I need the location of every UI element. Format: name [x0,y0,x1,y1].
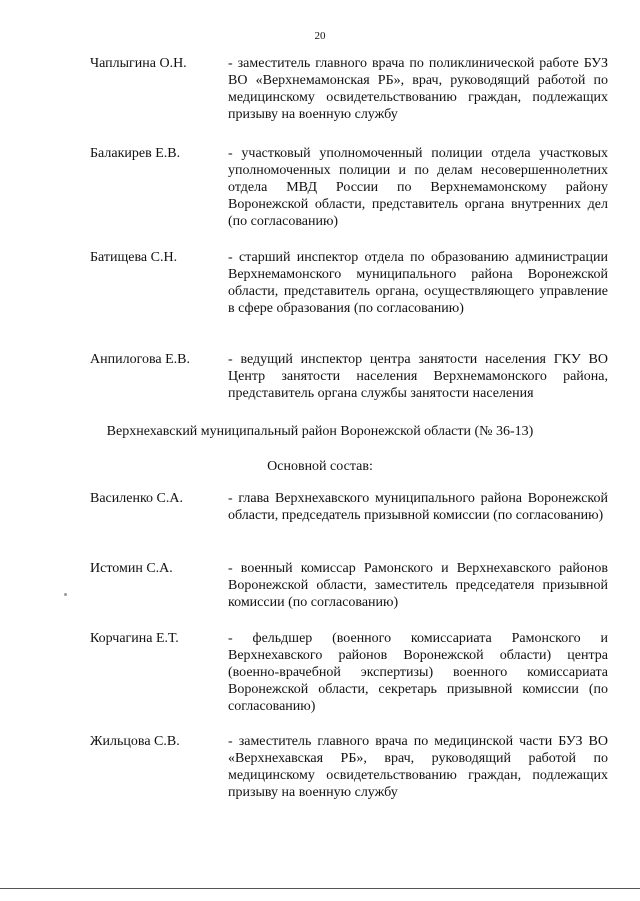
member-role: - заместитель главного врача по поликлинической работе БУЗ ВО «Верхнемамонская РБ», врач, руководящий работой по медицинскому освидетельствованию граждан, подлежащих призыву на военную службу [228,56,608,122]
member-role: - ведущий инспектор центра занятости населения ГКУ ВО Центр занятости населения Верхнемамонского района, представитель органа службы занятости населения [228,352,608,401]
member-name: Балакирев Е.В. [90,146,181,161]
member-role: - военный комиссар Рамонского и Верхнехавского районов Воронежской области, заместитель председателя призывной комиссии (по согласованию) [228,561,608,610]
member-name: Чаплыгина О.Н. [90,56,187,71]
member-role: - заместитель главного врача по медицинской части БУЗ ВО «Верхнехавская РБ», врач, руководящий работой по медицинскому освидетельствованию граждан, подлежащих призыву на военную службу [228,734,608,800]
footer-rule [0,888,640,889]
district-heading: Верхнехавский муниципальный район Воронежской области (№ 36-13) [106,424,534,439]
member-name: Истомин С.А. [90,561,173,576]
member-role: - глава Верхнехавского муниципального района Воронежской области, председатель призывной комиссии (по согласованию) [228,491,608,523]
member-role: - фельдшер (военного комиссариата Рамонского и Верхнехавского районов Воронежской области) центра (военно-врачебной экспертизы) военного комиссариата Воронежской области, секретарь призывной комиссии (по согласованию) [228,631,608,714]
composition-heading: Основной состав: [267,459,373,474]
member-name: Жильцова С.В. [90,734,180,749]
member-name: Анпилогова Е.В. [90,352,190,367]
page-number: 20 [314,30,326,42]
member-name: Корчагина Е.Т. [90,631,179,646]
member-role: - старший инспектор отдела по образованию администрации Верхнемамонского муниципального района Воронежской области, представитель органа, осуществляющего управление в сфере образования (по согласованию) [228,250,608,316]
scan-artifact [64,593,67,596]
member-name: Василенко С.А. [90,491,183,506]
member-name: Батищева С.Н. [90,250,178,265]
member-role: - участковый уполномоченный полиции отдела участковых уполномоченных полиции и по делам несовершеннолетних отдела МВД России по Верхнемамонскому району Воронежской области, представитель органа внутренних дел (по согласованию) [228,146,608,229]
